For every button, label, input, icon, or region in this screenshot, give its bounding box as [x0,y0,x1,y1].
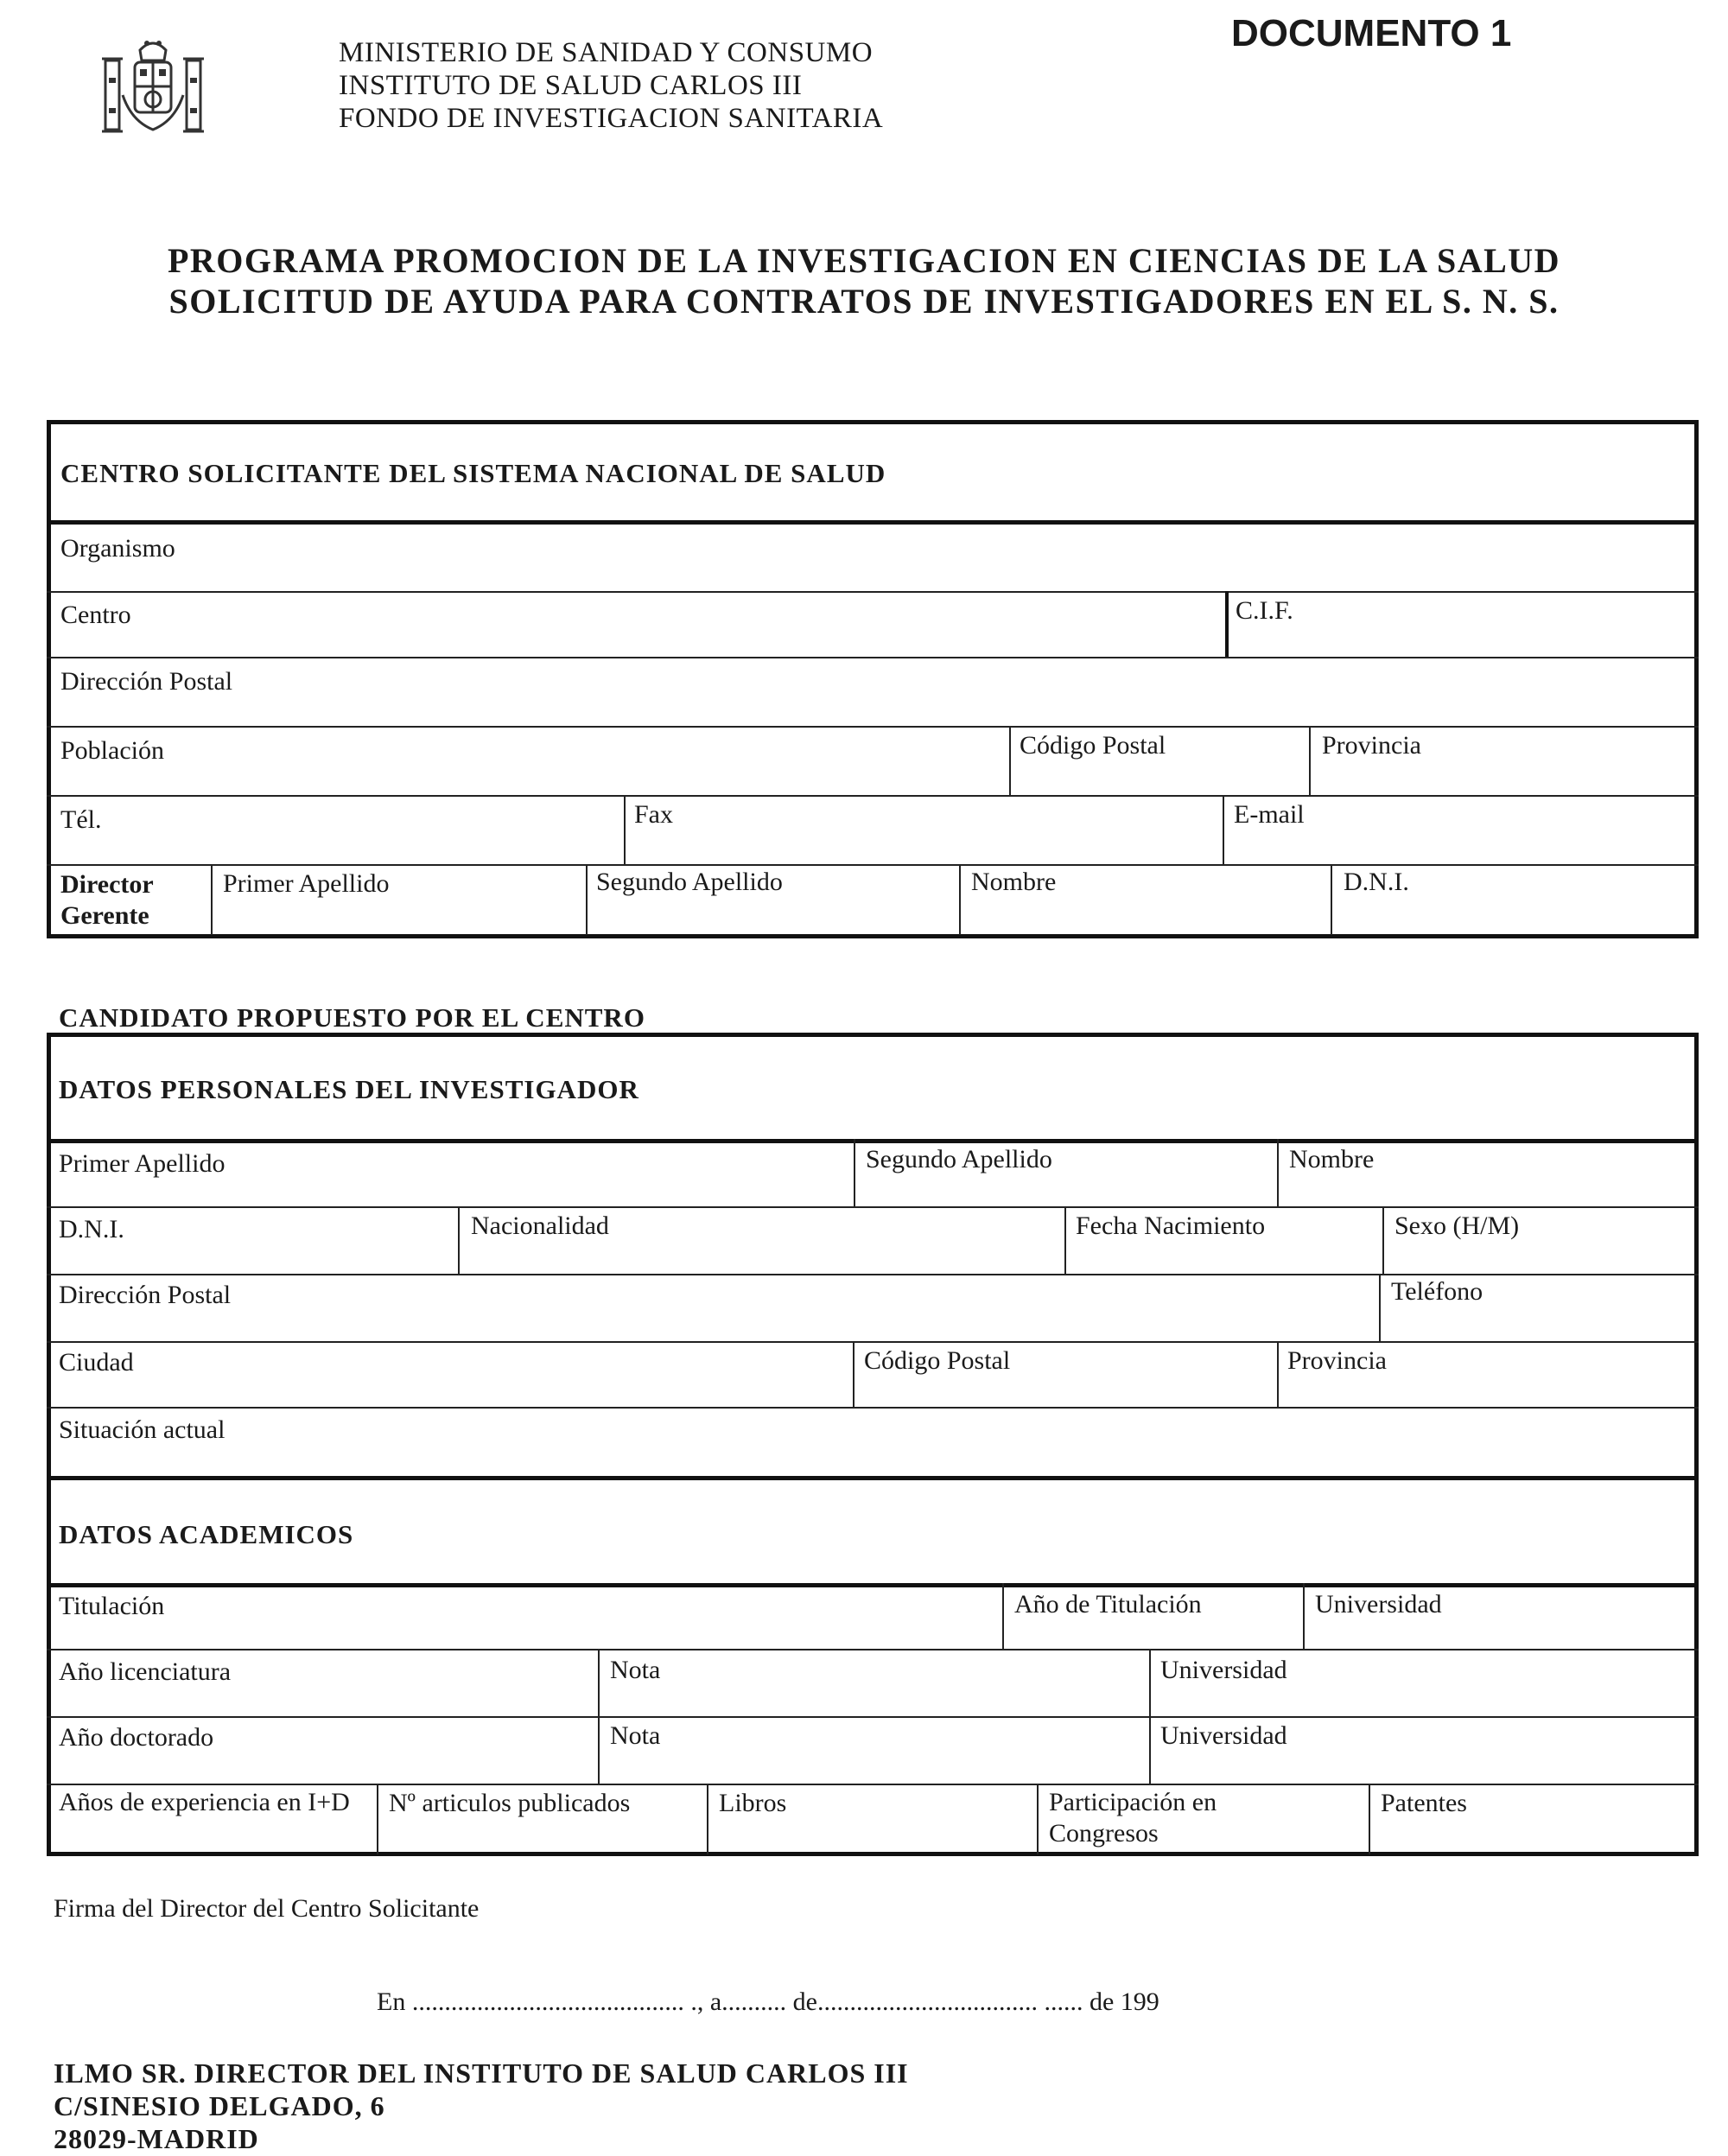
document-number: DOCUMENTO 1 [1231,12,1512,54]
divider [47,1206,1699,1208]
divider [47,657,1699,658]
divider [1369,1784,1370,1854]
divider [1379,1274,1381,1341]
divider [47,1476,1699,1480]
divider [1149,1649,1151,1716]
codigo-postal-field[interactable]: Código Postal [1020,731,1166,760]
direccion-postal-field[interactable]: Dirección Postal [60,667,233,696]
patentes-field[interactable]: Patentes [1381,1789,1467,1817]
divider [47,864,1699,866]
nombre-field[interactable]: Nombre [1289,1145,1375,1173]
divider [1225,591,1229,657]
participacion-congresos-field[interactable]: Participación en Congresos [1049,1788,1217,1848]
poblacion-field[interactable]: Población [60,736,164,765]
divider [1002,1583,1004,1649]
dni-field[interactable]: D.N.I. [59,1215,124,1243]
divider [624,795,626,864]
divider [47,1139,1699,1143]
coat-of-arms-icon [97,35,209,151]
divider [47,591,1699,593]
fecha-nacimiento-field[interactable]: Fecha Nacimiento [1076,1212,1266,1240]
divider [47,1341,1699,1343]
divider [1009,726,1011,795]
firma-label: Firma del Director del Centro Solicitante [54,1894,480,1923]
doctorado-nota-field[interactable]: Nota [610,1721,661,1750]
nacionalidad-field[interactable]: Nacionalidad [471,1212,609,1240]
licenciatura-universidad-field[interactable]: Universidad [1160,1656,1287,1684]
doctorado-universidad-field[interactable]: Universidad [1160,1721,1287,1750]
divider [211,864,213,935]
libros-field[interactable]: Libros [719,1789,787,1817]
candidato-provincia-field[interactable]: Provincia [1287,1346,1387,1375]
director-gerente-label: Director Gerente [60,870,154,930]
ministry-line: MINISTERIO DE SANIDAD Y CONSUMO [339,37,874,68]
ciudad-field[interactable]: Ciudad [59,1348,134,1377]
divider [959,864,961,935]
n-articulos-field[interactable]: Nº articulos publicados [389,1789,631,1817]
divider [458,1206,460,1274]
director-primer-apellido-field[interactable]: Primer Apellido [223,869,390,898]
telefono-field[interactable]: Teléfono [1391,1277,1483,1306]
divider [586,864,588,935]
divider [47,726,1699,728]
page-title-line2: SOLICITUD DE AYUDA PARA CONTRATOS DE INVESTIGADORES EN EL S. N. S. [168,282,1560,321]
divider [47,1407,1699,1409]
divider [854,1139,855,1206]
divider [1037,1784,1039,1854]
divider [1064,1206,1066,1274]
candidato-heading: CANDIDATO PROPUESTO POR EL CENTRO [59,1002,645,1033]
ministry-line: INSTITUTO DE SALUD CARLOS III [339,70,803,101]
segundo-apellido-field[interactable]: Segundo Apellido [866,1145,1052,1173]
recipient-address [54,2057,909,2155]
address-line: ILMO SR. DIRECTOR DEL INSTITUTO DE SALUD CARLOS III [54,2057,909,2089]
tel-field[interactable]: Tél. [60,805,102,834]
ministry-header [339,36,883,135]
divider [377,1784,378,1854]
date-line[interactable]: En .......................................... ., a.......... de.................................. ...... de 199 [377,1987,1159,2016]
email-field[interactable]: E-mail [1234,800,1305,829]
candidato-direccion-field[interactable]: Dirección Postal [59,1281,232,1309]
divider [1331,864,1332,935]
director-dni-field[interactable]: D.N.I. [1344,868,1409,896]
ministry-line: FONDO DE INVESTIGACION SANITARIA [339,103,884,134]
divider [1277,1341,1279,1407]
cif-field[interactable]: C.I.F. [1236,596,1293,625]
centro-heading: CENTRO SOLICITANTE DEL SISTEMA NACIONAL DE SALUD [60,458,886,488]
divider [707,1784,708,1854]
divider [853,1341,854,1407]
anio-titulacion-field[interactable]: Año de Titulación [1014,1590,1202,1619]
titulacion-field[interactable]: Titulación [59,1592,165,1620]
divider [47,795,1699,797]
divider [598,1649,600,1716]
divider [1303,1583,1305,1649]
divider [47,520,1699,525]
divider [1382,1206,1384,1274]
divider [47,1274,1699,1275]
divider [47,1716,1699,1718]
primer-apellido-field[interactable]: Primer Apellido [59,1149,226,1178]
centro-solicitante-box [47,420,1699,938]
divider [598,1716,600,1784]
divider [1277,1139,1279,1206]
divider [47,1784,1699,1785]
address-line: C/SINESIO DELGADO, 6 [54,2090,385,2121]
titulacion-universidad-field[interactable]: Universidad [1315,1590,1442,1619]
fax-field[interactable]: Fax [634,800,673,829]
divider [1149,1716,1151,1784]
director-segundo-apellido-field[interactable]: Segundo Apellido [596,868,783,896]
divider [1223,795,1224,864]
anio-doctorado-field[interactable]: Año doctorado [59,1723,214,1752]
anios-experiencia-field[interactable]: Años de experiencia en I+D [59,1788,350,1816]
datos-academicos-heading: DATOS ACADEMICOS [59,1519,354,1549]
divider [1309,726,1311,795]
datos-personales-heading: DATOS PERSONALES DEL INVESTIGADOR [59,1074,639,1104]
sexo-field[interactable]: Sexo (H/M) [1394,1212,1520,1240]
centro-field[interactable]: Centro [60,601,131,629]
page-title-line1: PROGRAMA PROMOCION DE LA INVESTIGACION EN CIENCIAS DE LA SALUD [167,241,1561,280]
divider [47,1649,1699,1650]
organismo-field[interactable]: Organismo [60,534,175,563]
director-nombre-field[interactable]: Nombre [971,868,1057,896]
candidato-codigo-postal-field[interactable]: Código Postal [864,1346,1011,1375]
licenciatura-nota-field[interactable]: Nota [610,1656,661,1684]
address-line: 28029-MADRID [54,2123,259,2154]
situacion-actual-field[interactable]: Situación actual [59,1415,226,1444]
anio-licenciatura-field[interactable]: Año licenciatura [59,1657,232,1686]
divider [47,1583,1699,1587]
provincia-field[interactable]: Provincia [1322,731,1421,760]
